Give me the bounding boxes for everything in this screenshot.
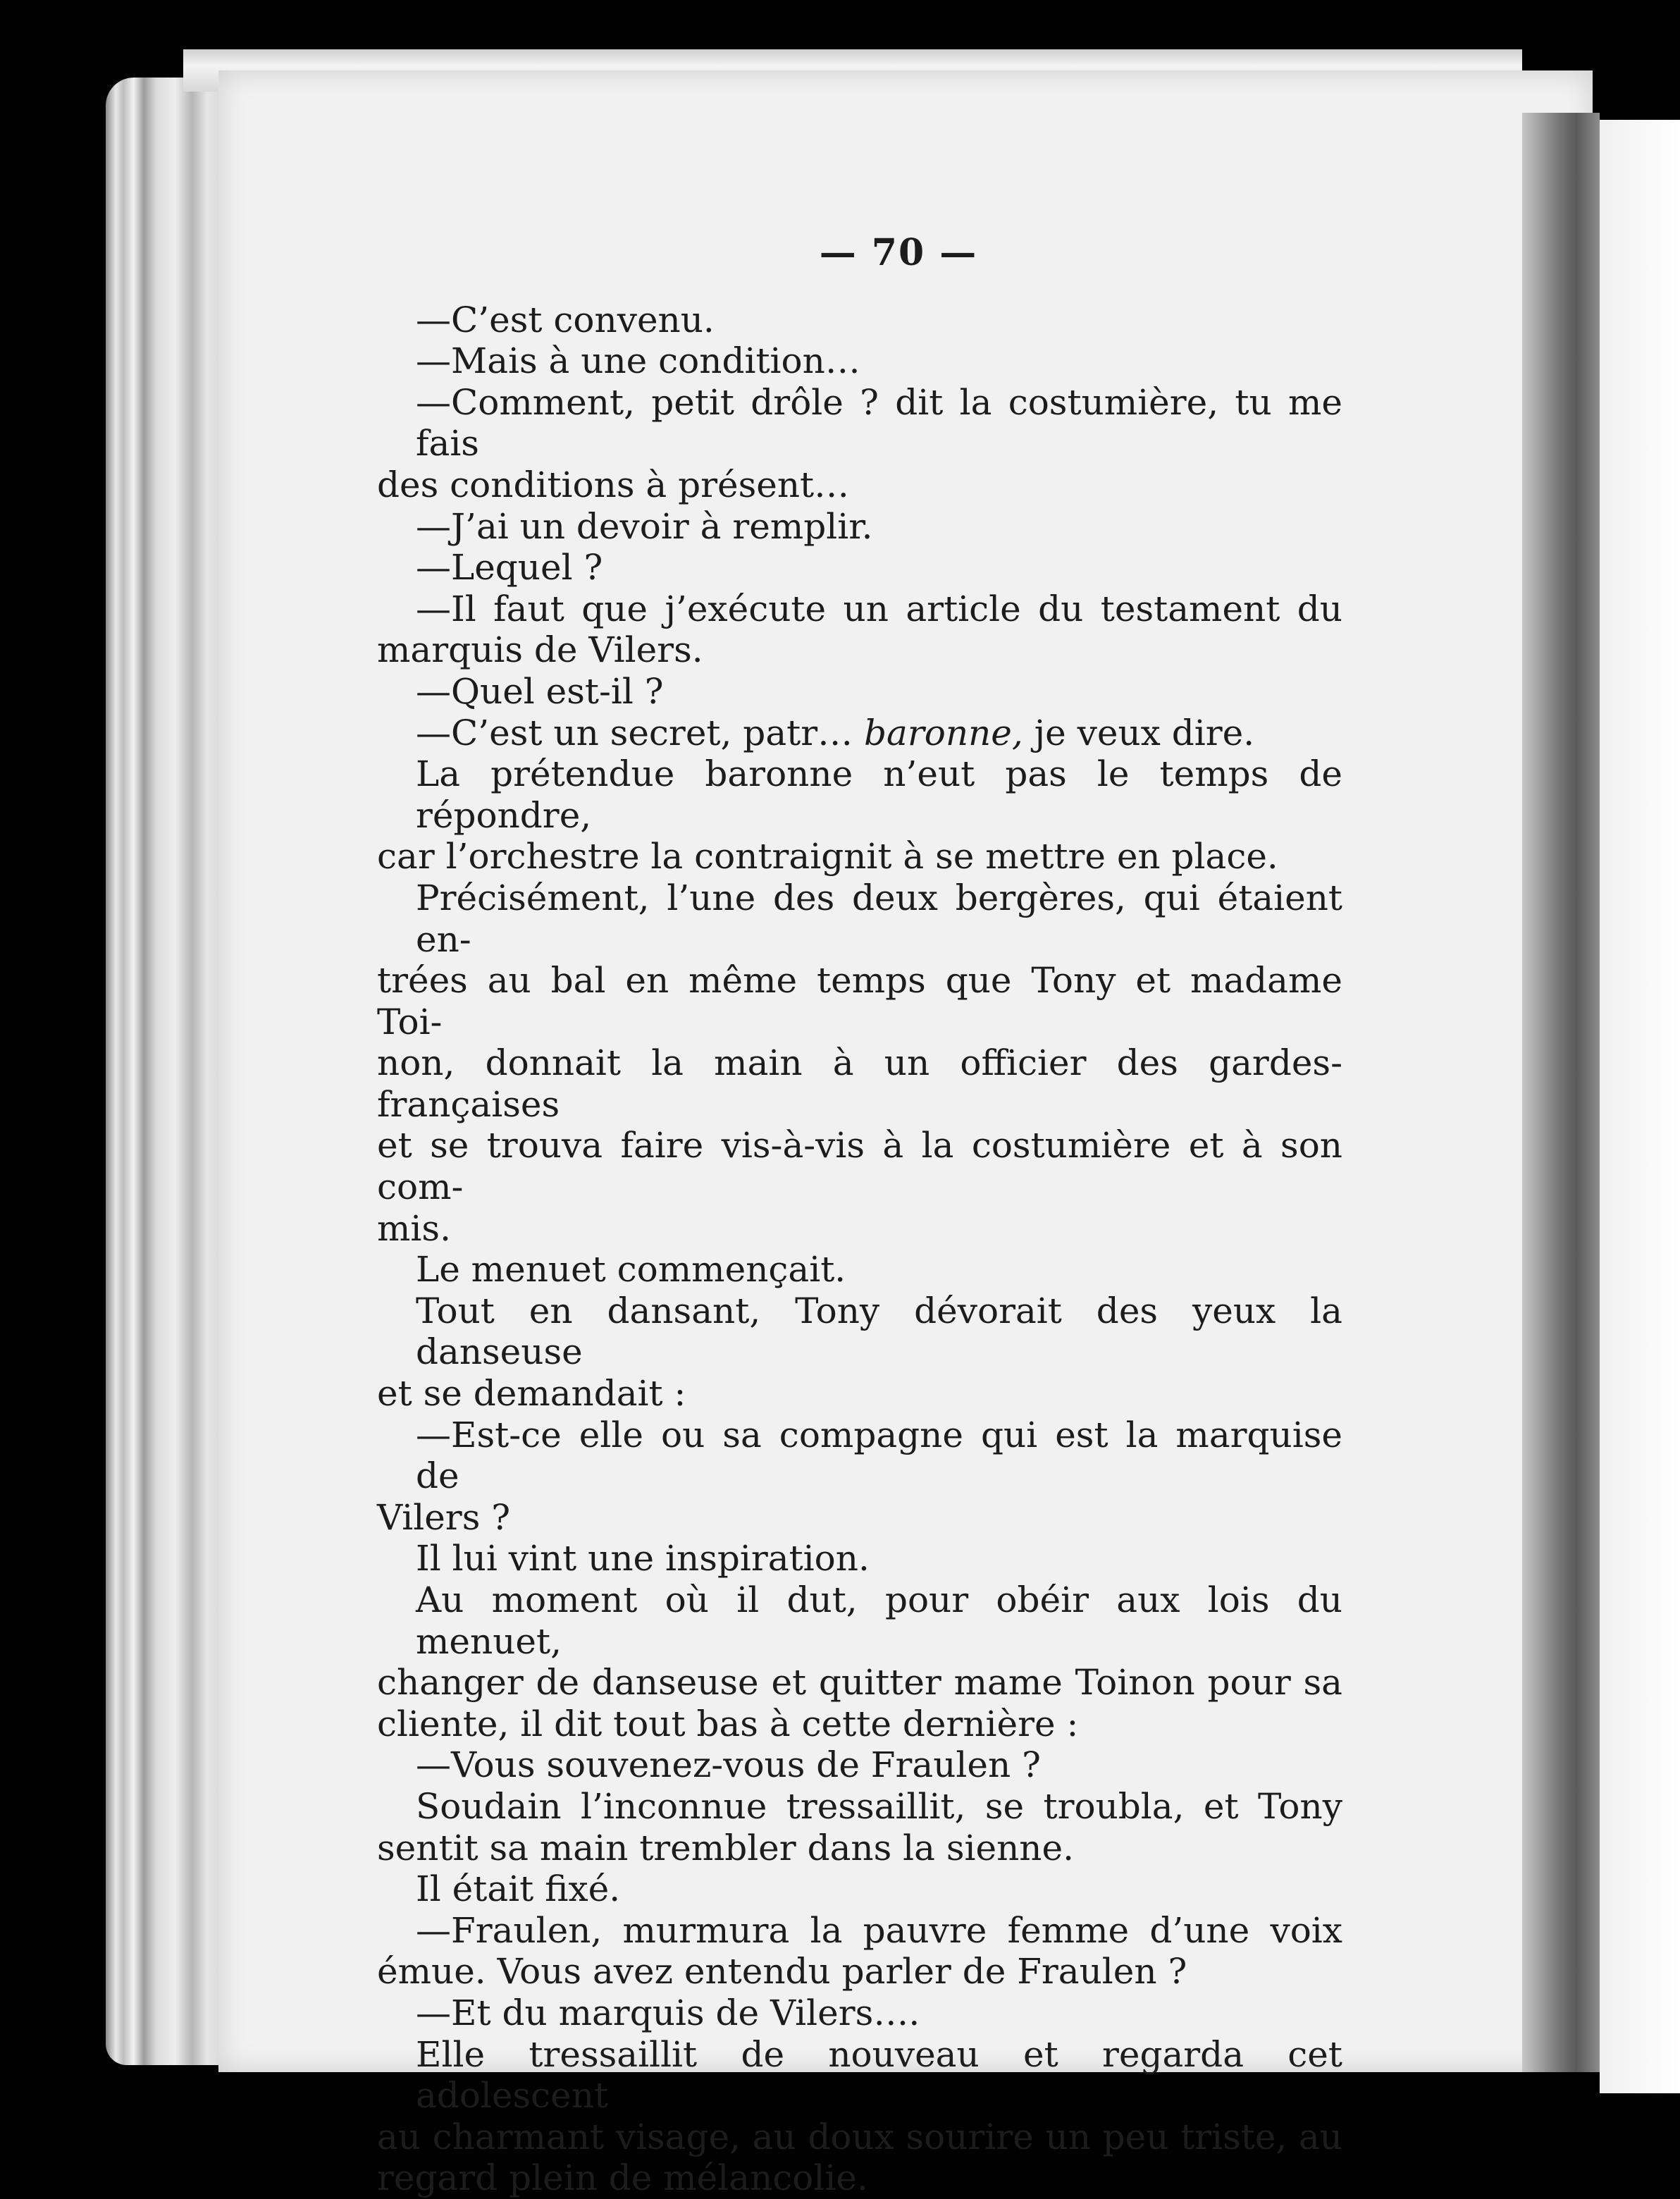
text-lines	[377, 300, 1342, 2199]
text-line: émue. Vous avez entendu parler de Fraulen ?	[377, 1951, 1187, 1992]
text-line: Il lui vint une inspiration.	[416, 1538, 870, 1579]
text-line: Précisément, l’une des deux bergères, qui étaient en-	[416, 877, 1342, 960]
text-line: —Est-ce elle ou sa compagne qui est la marquise de	[416, 1414, 1342, 1497]
text-line: —Comment, petit drôle ? dit la costumière, tu me fais	[416, 381, 1342, 464]
book-gutter	[1522, 113, 1600, 2072]
text-line: Elle tressaillit de nouveau et regarda cet adolescent	[416, 2033, 1342, 2117]
text-line: sentit sa main trembler dans la sienne.	[377, 1827, 1074, 1868]
text-segment: —C’est un secret, patr…	[416, 712, 865, 753]
text-line: car l’orchestre la contraignit à se mettre en place.	[377, 836, 1278, 877]
text-segment: je veux dire.	[1023, 712, 1255, 753]
text-line: —Et du marquis de Vilers….	[416, 1992, 920, 2033]
text-line: —Vous souvenez-vous de Fraulen ?	[416, 1744, 1041, 1786]
text-line: Le menuet commençait.	[416, 1249, 846, 1291]
text-line	[377, 713, 1342, 754]
text-line: mis.	[377, 1207, 451, 1249]
text-line: non, donnait la main à un officier des gardes-françaises	[377, 1042, 1342, 1125]
text-line: Tout en dansant, Tony dévorait des yeux la danseuse	[416, 1290, 1342, 1373]
text-line: Vilers ?	[377, 1496, 511, 1538]
text-line: changer de danseuse et quitter mame Toinon pour sa	[377, 1662, 1342, 1704]
text-line: —Quel est-il ?	[416, 670, 664, 712]
text-line: Il était fixé.	[416, 1868, 621, 1910]
text-line: —J’ai un devoir à remplir.	[416, 505, 873, 547]
text-line: Au moment où il dut, pour obéir aux lois du menuet,	[416, 1579, 1342, 1662]
book-page-edges	[106, 78, 233, 2065]
text-line: regard plein de mélancolie.	[377, 2157, 868, 2199]
text-line: —Mais à une condition…	[416, 340, 860, 382]
text-line: des conditions à présent…	[377, 464, 850, 505]
text-line: trées au bal en même temps que Tony et madame Toi-	[377, 960, 1342, 1042]
text-line: au charmant visage, au doux sourire un peu triste, au	[377, 2116, 1342, 2157]
italic-segment: baronne,	[864, 712, 1023, 753]
text-line: cliente, il dit tout bas à cette dernière :	[377, 1703, 1079, 1744]
text-line: La prétendue baronne n’eut pas le temps de répondre,	[416, 753, 1342, 836]
facing-page-edge	[1600, 120, 1680, 2093]
text-line: —C’est convenu.	[416, 299, 715, 340]
text-line: —Il faut que j’exécute un article du testament du	[416, 588, 1342, 629]
text-line: —Fraulen, murmura la pauvre femme d’une voix	[416, 1909, 1342, 1951]
page-number: — 70 —	[819, 231, 978, 274]
text-line: et se demandait :	[377, 1373, 686, 1415]
text-line: et se trouva faire vis-à-vis à la costumière et à son com-	[377, 1125, 1342, 1208]
page-text	[377, 233, 1342, 2199]
text-line: Soudain l’inconnue tressaillit, se troubla, et Tony	[416, 1785, 1342, 1827]
text-line: marquis de Vilers.	[377, 629, 703, 671]
text-line: —Lequel ?	[416, 547, 603, 589]
